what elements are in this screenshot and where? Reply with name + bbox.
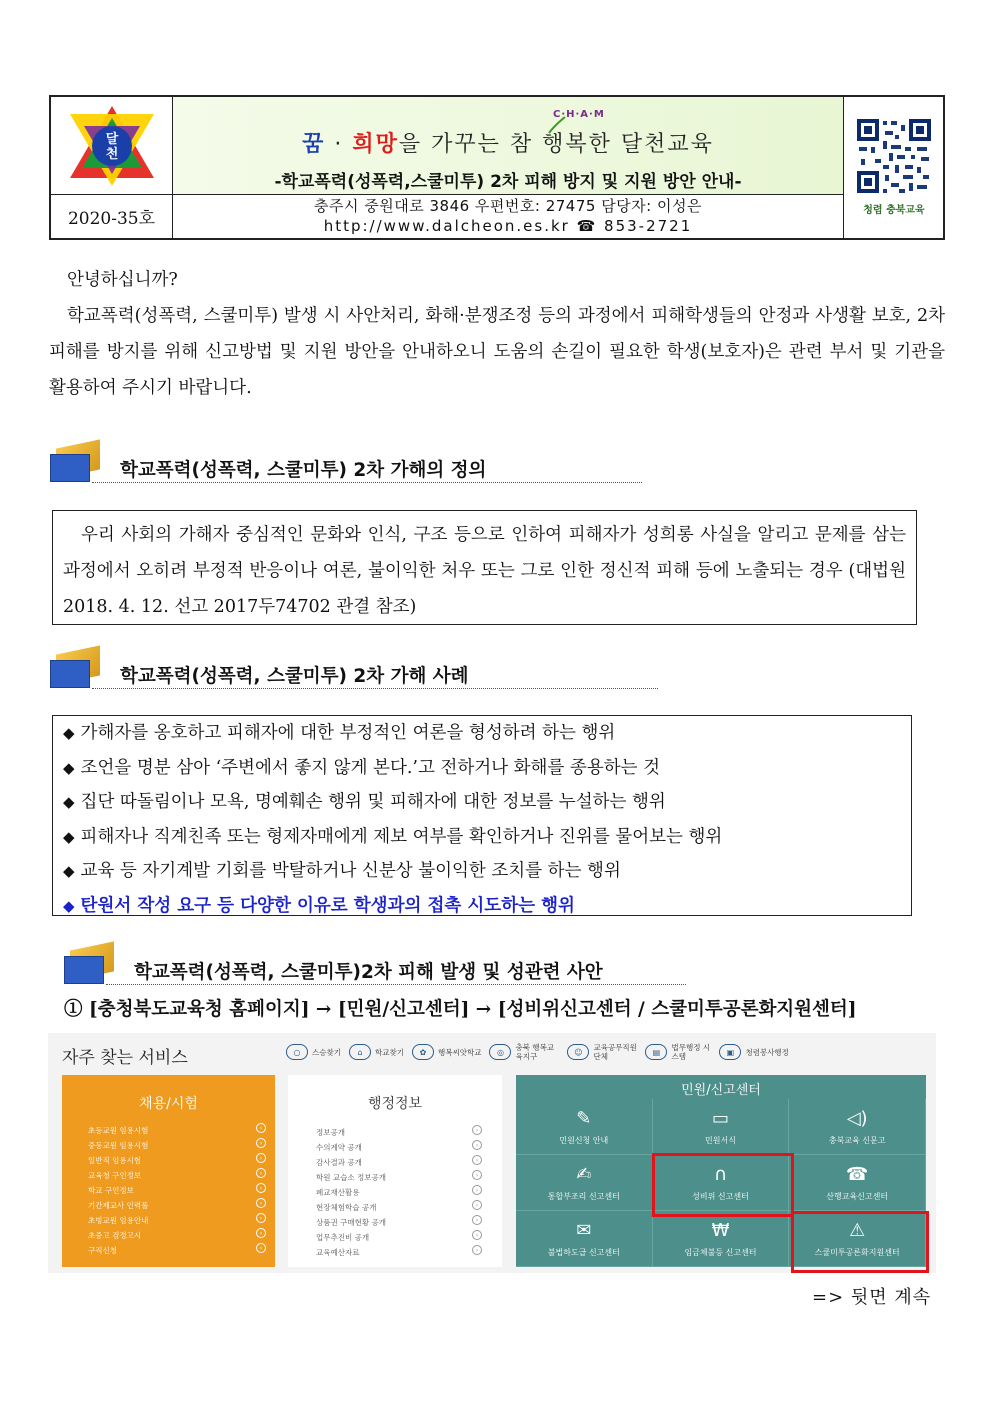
list-item[interactable] [88, 1183, 266, 1198]
list-item [63, 820, 901, 855]
section3-title: 학교폭력(성폭력, 스쿨미투)2차 피해 발생 및 성관련 사안 [134, 962, 603, 983]
quick-link[interactable] [349, 1043, 404, 1061]
arrow-icon: › [256, 1153, 266, 1163]
list-item[interactable] [316, 1200, 482, 1215]
arrow-icon: › [472, 1125, 482, 1135]
coin-hand-icon: ₩ [711, 1220, 730, 1241]
tile-label: 충북교육 신문고 [828, 1136, 886, 1145]
highlight-box [791, 1211, 929, 1273]
title-hope: 희망 [352, 132, 399, 157]
globe-icon: ◎ [489, 1044, 511, 1060]
list-item[interactable] [316, 1170, 482, 1185]
header-title [173, 127, 843, 158]
quick-link-label: 청렴봉사행정 [745, 1047, 789, 1057]
clipboard-icon: ▣ [719, 1044, 741, 1060]
arrow-icon: › [256, 1168, 266, 1178]
panel-title: 행정정보 [367, 1096, 423, 1112]
item-label: 초등교원 임용시험 [88, 1126, 149, 1135]
list-item[interactable] [88, 1153, 266, 1168]
list-item[interactable] [88, 1198, 266, 1213]
diamond-bullet-icon: ◆ [63, 827, 75, 846]
arrow-icon: › [256, 1123, 266, 1133]
divider [92, 482, 642, 483]
item-label: 감사결과 공개 [316, 1158, 362, 1167]
list-item[interactable] [88, 1168, 266, 1183]
svg-text:달: 달 [105, 131, 118, 147]
website-screenshot [48, 1033, 936, 1273]
item-label: 중등교원 임용시험 [88, 1141, 149, 1150]
arrow-icon: › [472, 1245, 482, 1255]
quick-link[interactable] [719, 1043, 788, 1061]
title-rest: 을 가꾸는 참 행복한 달천교육 [398, 132, 714, 157]
tile-complaint-forms[interactable] [653, 1099, 790, 1155]
url-line[interactable]: http://www.dalcheon.es.kr ☎ 853-2721 [323, 217, 693, 235]
document-icon: ▤ [645, 1044, 667, 1060]
navigation-path: ① [충청북도교육청 홈페이지] → [민원/신고센터] → [성비위신고센터 / 스쿨미투공론화지원센터] [64, 999, 857, 1020]
list-item[interactable] [316, 1140, 482, 1155]
qr-code-icon [855, 117, 933, 195]
intro [49, 262, 945, 406]
item-label: 교육예산자료 [316, 1248, 360, 1257]
diamond-bullet-icon: ◆ [63, 862, 75, 880]
arrow-icon: › [256, 1138, 266, 1148]
diamond-bullet-icon: ◆ [63, 896, 75, 915]
section3-heading [64, 946, 704, 982]
greeting: 안녕하십니까? [67, 270, 178, 290]
item-label: 정보공개 [316, 1128, 345, 1137]
arrow-icon: › [256, 1213, 266, 1223]
warning-icon: ⚠ [849, 1220, 866, 1241]
people-icon: ☺ [567, 1044, 589, 1060]
tile-label: 통합부조리 신고센터 [547, 1192, 620, 1201]
divider [92, 688, 658, 689]
list-item[interactable] [316, 1215, 482, 1230]
arrow-icon: › [472, 1200, 482, 1210]
recruit-panel [62, 1075, 275, 1267]
list-item[interactable] [316, 1155, 482, 1170]
list-item[interactable] [88, 1213, 266, 1228]
quick-link-label: 교육공무직원 단체 [593, 1043, 637, 1061]
tile-wage-report[interactable] [653, 1211, 790, 1267]
quick-link-label: 행복씨앗학교 [437, 1047, 482, 1057]
case-text: 집단 따돌림이나 모욕, 명예훼손 행위 및 피해자에 대한 정보를 누설하는 행위 [80, 792, 666, 812]
quick-link-label: 스승찾기 [312, 1047, 341, 1057]
tile-label: 임금체불등 신고센터 [684, 1248, 757, 1257]
panel-title: 채용/시험 [139, 1096, 198, 1112]
item-label: 폐교재산활용 [316, 1188, 360, 1197]
headset-icon: ∩ [713, 1164, 728, 1185]
arrow-icon: › [256, 1198, 266, 1208]
section-bullet-icon [64, 946, 116, 984]
item-label: 학원 교습소 정보공개 [316, 1173, 386, 1182]
item-label: 초빙교원 임용안내 [88, 1216, 149, 1225]
item-label: 교육청 구인정보 [88, 1171, 142, 1180]
header-title-area [173, 97, 843, 195]
list-item[interactable] [88, 1138, 266, 1153]
services-title: 자주 찾는 서비스 [62, 1048, 188, 1068]
arrow-icon: › [256, 1228, 266, 1238]
intro-body: 학교폭력(성폭력, 스쿨미투) 발생 시 사안처리, 화해·분쟁조정 등의 과정에서 피해학생들의 안정과 사생활 보호, 2차 피해를 방지를 위해 신고방법 및 지원 방안을 안내하오니 도움의 손길이 필요한 학생(보호자)은 관련 부서 및 기관을 활용하여 주시기 바랍니다. [49, 306, 945, 398]
item-label: 일반직 임용시험 [88, 1156, 142, 1165]
letterhead [49, 95, 945, 240]
definition-text: 우리 사회의 가해자 중심적인 문화와 인식, 구조 등으로 인하여 피해자가 성희롱 사실을 알리고 문제를 삼는 과정에서 오히려 부정적 반응이나 여론, 불이익한 처우 또는 그로 인한 정신적 피해 등에 노출되는 경우 (대법원 2018. 4. 12. 선고 2017두74702 관결 참조) [63, 525, 906, 617]
diamond-bullet-icon: ◆ [63, 793, 75, 811]
arrow-icon: › [472, 1185, 482, 1195]
note-icon: ✎ [576, 1108, 592, 1129]
item-label: 학교 구인정보 [88, 1186, 134, 1195]
arrow-icon: › [472, 1155, 482, 1165]
cham-label: C·H·A·M [553, 109, 605, 120]
tile-corruption-report[interactable] [516, 1155, 653, 1211]
title-sep: · [325, 132, 353, 157]
quick-link[interactable] [412, 1043, 481, 1061]
address-line: 충주시 중원대로 3846 우편번호: 27475 담당자: 이성은 [314, 197, 702, 215]
admin-info-panel [288, 1075, 502, 1267]
tile-label: 성비위 신고센터 [692, 1192, 749, 1201]
divider [106, 984, 686, 985]
panel-title: 민원/신고센터 [681, 1083, 761, 1098]
item-label: 기간제교사 인력풀 [88, 1201, 149, 1210]
tile-subcontract-report[interactable] [516, 1211, 653, 1267]
list-item [63, 751, 901, 786]
list-item-highlight [63, 889, 901, 924]
header-contact [173, 195, 843, 238]
list-item [63, 785, 901, 820]
list-item [63, 854, 901, 889]
case-text: 가해자를 옹호하고 피해자에 대한 부정적인 여론을 형성하려 하는 행위 [80, 723, 616, 743]
inbox-icon: ▭ [711, 1108, 729, 1129]
tile-label: 산행교육신고센터 [826, 1192, 889, 1201]
tile-label: 불법하도급 신고센터 [547, 1248, 620, 1257]
qr-caption: 청렴 충북교육 [863, 205, 925, 216]
section1-heading [50, 444, 650, 480]
quick-link-label: 충북 행복교육지구 [515, 1043, 555, 1061]
item-label: 초중고 검정고시 [88, 1231, 142, 1240]
list-item[interactable] [88, 1243, 266, 1258]
arrow-icon: › [472, 1215, 482, 1225]
tile-complaint-guide[interactable] [516, 1099, 653, 1155]
highlight-box [652, 1153, 794, 1217]
arrow-icon: › [472, 1140, 482, 1150]
diamond-bullet-icon: ◆ [63, 724, 75, 742]
arrow-icon: › [256, 1183, 266, 1193]
list-item[interactable] [316, 1245, 482, 1260]
header-subtitle: -학교폭력(성폭력,스쿨미투) 2차 피해 방지 및 지원 방안 안내- [274, 172, 742, 192]
section-bullet-icon [50, 444, 102, 482]
tile-prepaid-report[interactable] [789, 1155, 926, 1211]
tile-label: 스쿨미투공론화지원센터 [814, 1248, 900, 1257]
case-list [52, 715, 912, 916]
quick-link[interactable] [286, 1043, 341, 1061]
section2-title: 학교폭력(성폭력, 스쿨미투) 2차 가해 사례 [120, 666, 469, 687]
admin-list [316, 1125, 482, 1260]
title-dream: 꿈 [302, 132, 326, 157]
arrow-icon: › [472, 1230, 482, 1240]
quick-link-label: 법무행정 시스템 [671, 1043, 711, 1061]
case-text: 교육 등 자기계발 기회를 박탈하거나 신분상 불이익한 조치를 하는 행위 [80, 861, 621, 881]
case-text: 조언을 명분 삼아 ‘주변에서 좋지 않게 본다.’고 전하거나 화해를 종용하는 것 [80, 757, 661, 778]
search-icon: ○ [286, 1044, 308, 1060]
quick-link[interactable] [489, 1043, 559, 1061]
item-label: 구직신청 [88, 1246, 117, 1255]
item-label: 업무추진비 공개 [316, 1233, 370, 1242]
recruit-list [88, 1123, 266, 1258]
section-bullet-icon [50, 650, 102, 688]
quick-links [286, 1043, 789, 1061]
definition-box [52, 510, 917, 625]
case-text: 피해자나 직계친족 또는 형제자매에게 제보 여부를 확인하거나 진위를 물어보는 행위 [80, 826, 723, 847]
qr-area [843, 97, 943, 238]
tile-label: 민원서식 [705, 1136, 736, 1145]
section2-heading [50, 650, 670, 686]
school-icon: ⌂ [349, 1044, 371, 1060]
quick-link[interactable] [645, 1043, 711, 1061]
chat-icon: ✉ [576, 1220, 592, 1241]
list-item[interactable] [316, 1185, 482, 1200]
doc-number: 2020-35호 [51, 195, 173, 238]
seed-icon: ✿ [412, 1044, 434, 1060]
list-item[interactable] [316, 1125, 482, 1140]
list-item[interactable] [316, 1230, 482, 1245]
star-logo-icon [66, 104, 158, 188]
list-item[interactable] [88, 1228, 266, 1243]
item-label: 현장체험학습 공개 [316, 1203, 377, 1212]
school-logo [51, 97, 173, 195]
tile-sinmungo[interactable] [789, 1099, 926, 1155]
list-item[interactable] [88, 1123, 266, 1138]
arrow-icon: › [256, 1243, 266, 1253]
diamond-bullet-icon: ◆ [63, 758, 75, 777]
svg-text:천: 천 [105, 146, 118, 162]
item-label: 상품권 구매현황 공개 [316, 1218, 386, 1227]
quick-link[interactable] [567, 1043, 637, 1061]
tile-label: 민원신청 안내 [559, 1136, 609, 1145]
pen-paper-icon: ✍ [576, 1164, 592, 1185]
arrow-icon: › [472, 1170, 482, 1180]
item-label: 수의계약 공개 [316, 1143, 362, 1152]
quick-link-label: 학교찾기 [374, 1047, 404, 1057]
continued-note: => 뒷면 계속 [812, 1287, 932, 1308]
section1-title: 학교폭력(성폭력, 스쿨미투) 2차 가해의 정의 [120, 460, 487, 481]
case-text: 탄원서 작성 요구 등 다양한 이유로 학생과의 접촉 시도하는 행위 [80, 895, 575, 916]
phone-icon: ☎ [845, 1164, 869, 1185]
megaphone-icon: ◁) [846, 1108, 868, 1129]
list-item [63, 716, 901, 751]
